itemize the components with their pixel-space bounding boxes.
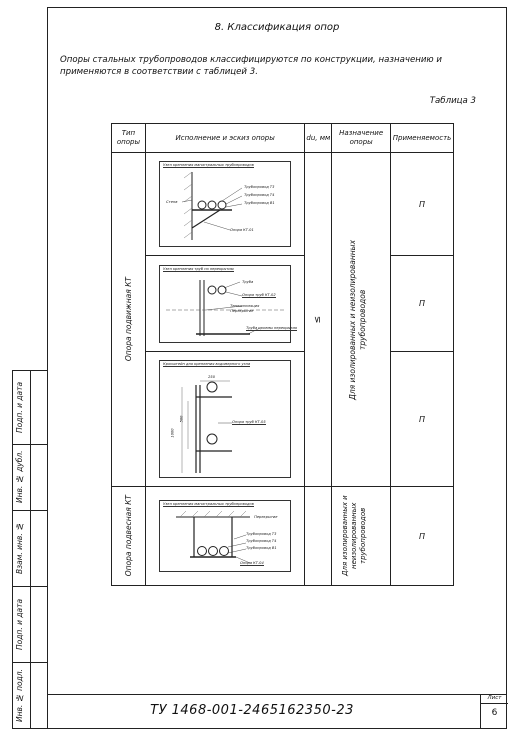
header-purpose: Назначение опоры bbox=[332, 124, 391, 153]
ceiling-hanger-drawing bbox=[160, 501, 290, 571]
sheet-number: 6 bbox=[491, 708, 498, 718]
purpose-cell-movable: Для изолированных и неизолированных трубопроводов bbox=[332, 153, 391, 487]
table-header-row bbox=[112, 124, 454, 153]
applicability-cell-4: П bbox=[391, 487, 454, 586]
sketch-floor-support: Узел крепления труб по перекрытию Труба Опора труб КТ-02 Теплоизоляция Перекрытие Труба проемы перекрытия bbox=[159, 265, 291, 343]
side-label-dup-inv: Инв. № дубл. bbox=[15, 450, 24, 504]
side-label-sign-date: Подп. и дата bbox=[15, 381, 24, 433]
side-label-replace-inv: Взам. инв. № bbox=[15, 521, 24, 575]
document-code: ТУ 1468-001-2465162350-23 bbox=[150, 703, 354, 718]
sketch-wall-bracket: Узел крепления магистральных трубопроводов Трубопровод Т3 Трубопровод Т4 Трубопровод В1 Стена Опора КТ-01 bbox=[159, 161, 291, 247]
applicability-cell-1: П bbox=[391, 153, 454, 256]
support-classification-table bbox=[111, 123, 454, 586]
intro-paragraph: Опоры стальных трубопроводов классифицируются по конструкции, назначению и применяются в соответствии с таблицей 3. bbox=[60, 55, 442, 77]
sheet-label: Лист bbox=[487, 695, 502, 701]
sheet-box bbox=[480, 694, 508, 729]
table-row bbox=[112, 487, 454, 586]
sketch-cell-3 bbox=[145, 352, 305, 487]
sketch-meter-bracket: Кронштейн для крепления водомерного узла 250 500 1000 Опора труб КТ-05 bbox=[159, 360, 291, 478]
table-row bbox=[112, 153, 454, 256]
header-applicability: Применяемость bbox=[391, 124, 454, 153]
table-row bbox=[112, 352, 454, 487]
header-du: du, мм bbox=[305, 124, 332, 153]
purpose-cell-hanging: Для изолированных и неизолированных трубопроводов bbox=[332, 487, 391, 586]
sketch-cell-1 bbox=[145, 153, 305, 256]
du-cell-movable: ≤ bbox=[305, 153, 332, 487]
type-cell-hanging: Опора подвесная КТ bbox=[112, 487, 146, 586]
title-block-line bbox=[47, 694, 507, 695]
header-type: Тип опоры bbox=[112, 124, 146, 153]
sketch-ceiling-hanger: Узел крепления магистральных трубопроводов Перекрытие Трубопровод Т3 Трубопровод Т4 Трубопровод В1 Опора КТ-04 bbox=[159, 500, 291, 572]
type-cell-movable: Опора подвижная КТ bbox=[112, 153, 146, 487]
section-title: 8. Классификация опор bbox=[214, 22, 340, 33]
applicability-cell-2: П bbox=[391, 256, 454, 352]
du-cell-hanging bbox=[305, 487, 332, 586]
table-caption: Таблица 3 bbox=[429, 96, 476, 106]
applicability-cell-3: П bbox=[391, 352, 454, 487]
sketch-cell-4 bbox=[145, 487, 305, 586]
sketch-cell-2 bbox=[145, 256, 305, 352]
side-label-orig-inv: Инв. № подл. bbox=[15, 669, 24, 722]
header-sketch: Исполнение и эскиз опоры bbox=[145, 124, 305, 153]
side-label-sign-date-2: Подп. и дата bbox=[15, 598, 24, 650]
table-row bbox=[112, 256, 454, 352]
